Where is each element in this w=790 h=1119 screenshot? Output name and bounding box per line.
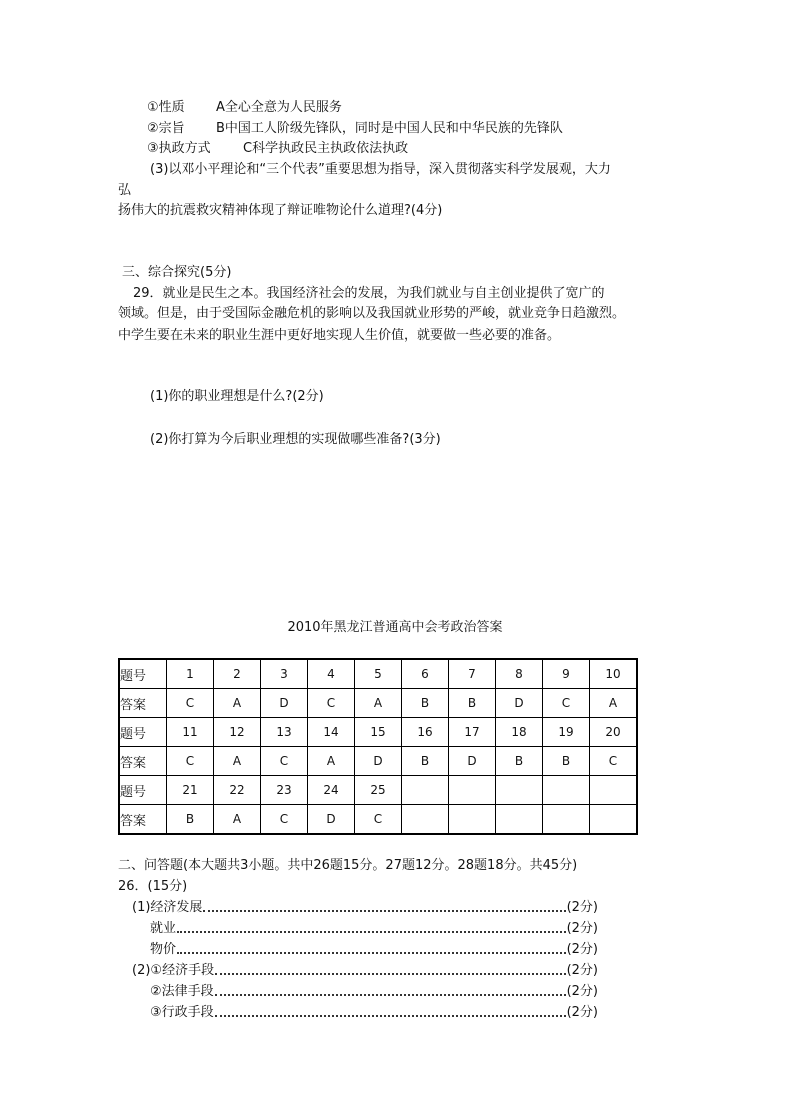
question-number-cell: 3 bbox=[261, 659, 308, 689]
scoring-item-label: 物价 bbox=[150, 942, 177, 957]
row-label: 题号 bbox=[119, 718, 167, 747]
answer-cell: C bbox=[167, 747, 214, 776]
scoring-item-label: ③行政手段 bbox=[150, 1005, 214, 1020]
answer-cell: B bbox=[167, 805, 214, 835]
answer-cell: C bbox=[261, 805, 308, 835]
answer-cell: D bbox=[355, 747, 402, 776]
question-number-cell: 19 bbox=[543, 718, 590, 747]
question-number-cell bbox=[402, 776, 449, 805]
question-number-cell bbox=[496, 776, 543, 805]
q29-sub1: (1)你的职业理想是什么?(2分) bbox=[150, 389, 324, 404]
scoring-item bbox=[132, 963, 598, 979]
dotted-leader bbox=[177, 931, 566, 933]
scoring-item bbox=[150, 984, 598, 1000]
question-number-cell: 1 bbox=[167, 659, 214, 689]
answer-cell: C bbox=[167, 689, 214, 718]
question-number-row bbox=[119, 718, 637, 747]
question-number-cell: 18 bbox=[496, 718, 543, 747]
scoring-item-score: (2分) bbox=[566, 942, 598, 957]
question-number-cell: 20 bbox=[590, 718, 638, 747]
answer-cell: C bbox=[308, 689, 355, 718]
row-label: 答案 bbox=[119, 689, 167, 718]
answer-cell: A bbox=[214, 747, 261, 776]
answer-cell: D bbox=[496, 689, 543, 718]
question-3-line3: 扬伟大的抗震救灾精神体现了辩证唯物论什么道理?(4分) bbox=[118, 203, 443, 218]
row-label: 题号 bbox=[119, 776, 167, 805]
question-number-cell bbox=[590, 776, 638, 805]
scoring-item-label: 就业 bbox=[150, 921, 177, 936]
answer-cell: B bbox=[449, 689, 496, 718]
question-number-cell: 13 bbox=[261, 718, 308, 747]
option-purpose: ②宗旨 bbox=[147, 121, 185, 136]
question-number-cell: 12 bbox=[214, 718, 261, 747]
question-number-cell: 11 bbox=[167, 718, 214, 747]
option-governance: ③执政方式 bbox=[147, 141, 211, 156]
question-number-cell: 4 bbox=[308, 659, 355, 689]
answer-cell: A bbox=[590, 689, 638, 718]
answer-cell: A bbox=[214, 805, 261, 835]
answer-cell: C bbox=[355, 805, 402, 835]
question-number-row bbox=[119, 659, 637, 689]
dotted-leader bbox=[215, 973, 566, 975]
answer-key-title: 2010年黑龙江普通高中会考政治答案 bbox=[287, 620, 503, 635]
q29-sub2: (2)你打算为今后职业理想的实现做哪些准备?(3分) bbox=[150, 432, 441, 447]
scoring-item-score: (2分) bbox=[566, 984, 598, 999]
option-c: C科学执政民主执政依法执政 bbox=[243, 141, 409, 156]
question-number-cell: 5 bbox=[355, 659, 402, 689]
answer-cell: C bbox=[261, 747, 308, 776]
option-b: B中国工人阶级先锋队，同时是中国人民和中华民族的先锋队 bbox=[216, 121, 563, 136]
scoring-item-label: ②法律手段 bbox=[150, 984, 214, 999]
scoring-item bbox=[150, 1005, 598, 1021]
question-number-cell: 10 bbox=[590, 659, 638, 689]
q29-line2: 领域。但是，由于受国际金融危机的影响以及我国就业形势的严峻，就业竞争日趋激烈。 bbox=[118, 306, 626, 321]
answer-cell: B bbox=[402, 747, 449, 776]
scoring-item-label: (2)①经济手段 bbox=[132, 963, 215, 978]
answer-cell: D bbox=[261, 689, 308, 718]
question-number-cell: 8 bbox=[496, 659, 543, 689]
answer-cell: B bbox=[402, 689, 449, 718]
essay-heading: 二、问答题(本大题共3小题。共中26题15分。27题12分。28题18分。共45分) bbox=[118, 858, 578, 873]
question-number-cell bbox=[449, 776, 496, 805]
answer-cell: B bbox=[543, 747, 590, 776]
q29-line1: 29．就业是民生之本。我国经济社会的发展，为我们就业与自主创业提供了宽广的 bbox=[133, 286, 605, 301]
question-number-cell: 14 bbox=[308, 718, 355, 747]
answer-row bbox=[119, 747, 637, 776]
q26-label: 26．(15分) bbox=[118, 879, 188, 894]
answer-row bbox=[119, 689, 637, 718]
question-number-cell: 7 bbox=[449, 659, 496, 689]
question-3-line2: 弘 bbox=[118, 183, 132, 198]
answer-cell: A bbox=[355, 689, 402, 718]
question-number-cell bbox=[543, 776, 590, 805]
answer-cell: D bbox=[449, 747, 496, 776]
question-number-cell: 17 bbox=[449, 718, 496, 747]
answer-table bbox=[118, 658, 638, 835]
option-a: A全心全意为人民服务 bbox=[216, 100, 342, 115]
answer-cell: B bbox=[496, 747, 543, 776]
answer-cell bbox=[402, 805, 449, 835]
q29-line3: 中学生要在未来的职业生涯中更好地实现人生价值，就要做一些必要的准备。 bbox=[118, 328, 561, 343]
question-number-cell: 2 bbox=[214, 659, 261, 689]
answer-cell: C bbox=[590, 747, 638, 776]
section-heading-comprehensive: 三、综合探究(5分) bbox=[122, 265, 232, 280]
dotted-leader bbox=[177, 952, 566, 954]
answer-cell: A bbox=[214, 689, 261, 718]
question-3-line1: (3)以邓小平理论和“三个代表”重要思想为指导，深入贯彻落实科学发展观，大力 bbox=[150, 162, 611, 177]
question-number-cell: 23 bbox=[261, 776, 308, 805]
question-number-cell: 25 bbox=[355, 776, 402, 805]
scoring-item-score: (2分) bbox=[566, 1005, 598, 1020]
answer-cell bbox=[496, 805, 543, 835]
scoring-item-score: (2分) bbox=[566, 900, 598, 915]
question-number-cell: 15 bbox=[355, 718, 402, 747]
dotted-leader bbox=[203, 910, 565, 912]
scoring-item-score: (2分) bbox=[566, 963, 598, 978]
answer-cell bbox=[543, 805, 590, 835]
answer-cell bbox=[449, 805, 496, 835]
option-nature: ①性质 bbox=[147, 100, 185, 115]
answer-cell: D bbox=[308, 805, 355, 835]
question-number-cell: 9 bbox=[543, 659, 590, 689]
scoring-item bbox=[132, 900, 598, 916]
question-number-cell: 16 bbox=[402, 718, 449, 747]
question-number-row bbox=[119, 776, 637, 805]
answer-cell bbox=[590, 805, 638, 835]
question-number-cell: 21 bbox=[167, 776, 214, 805]
answer-cell: A bbox=[308, 747, 355, 776]
row-label: 答案 bbox=[119, 805, 167, 835]
scoring-item-label: (1)经济发展 bbox=[132, 900, 203, 915]
answer-row bbox=[119, 805, 637, 835]
scoring-item-score: (2分) bbox=[566, 921, 598, 936]
question-number-cell: 22 bbox=[214, 776, 261, 805]
row-label: 题号 bbox=[119, 659, 167, 689]
answer-cell: C bbox=[543, 689, 590, 718]
dotted-leader bbox=[215, 1015, 566, 1017]
scoring-item bbox=[150, 942, 598, 958]
row-label: 答案 bbox=[119, 747, 167, 776]
question-number-cell: 24 bbox=[308, 776, 355, 805]
question-number-cell: 6 bbox=[402, 659, 449, 689]
dotted-leader bbox=[215, 994, 566, 996]
scoring-item bbox=[150, 921, 598, 937]
